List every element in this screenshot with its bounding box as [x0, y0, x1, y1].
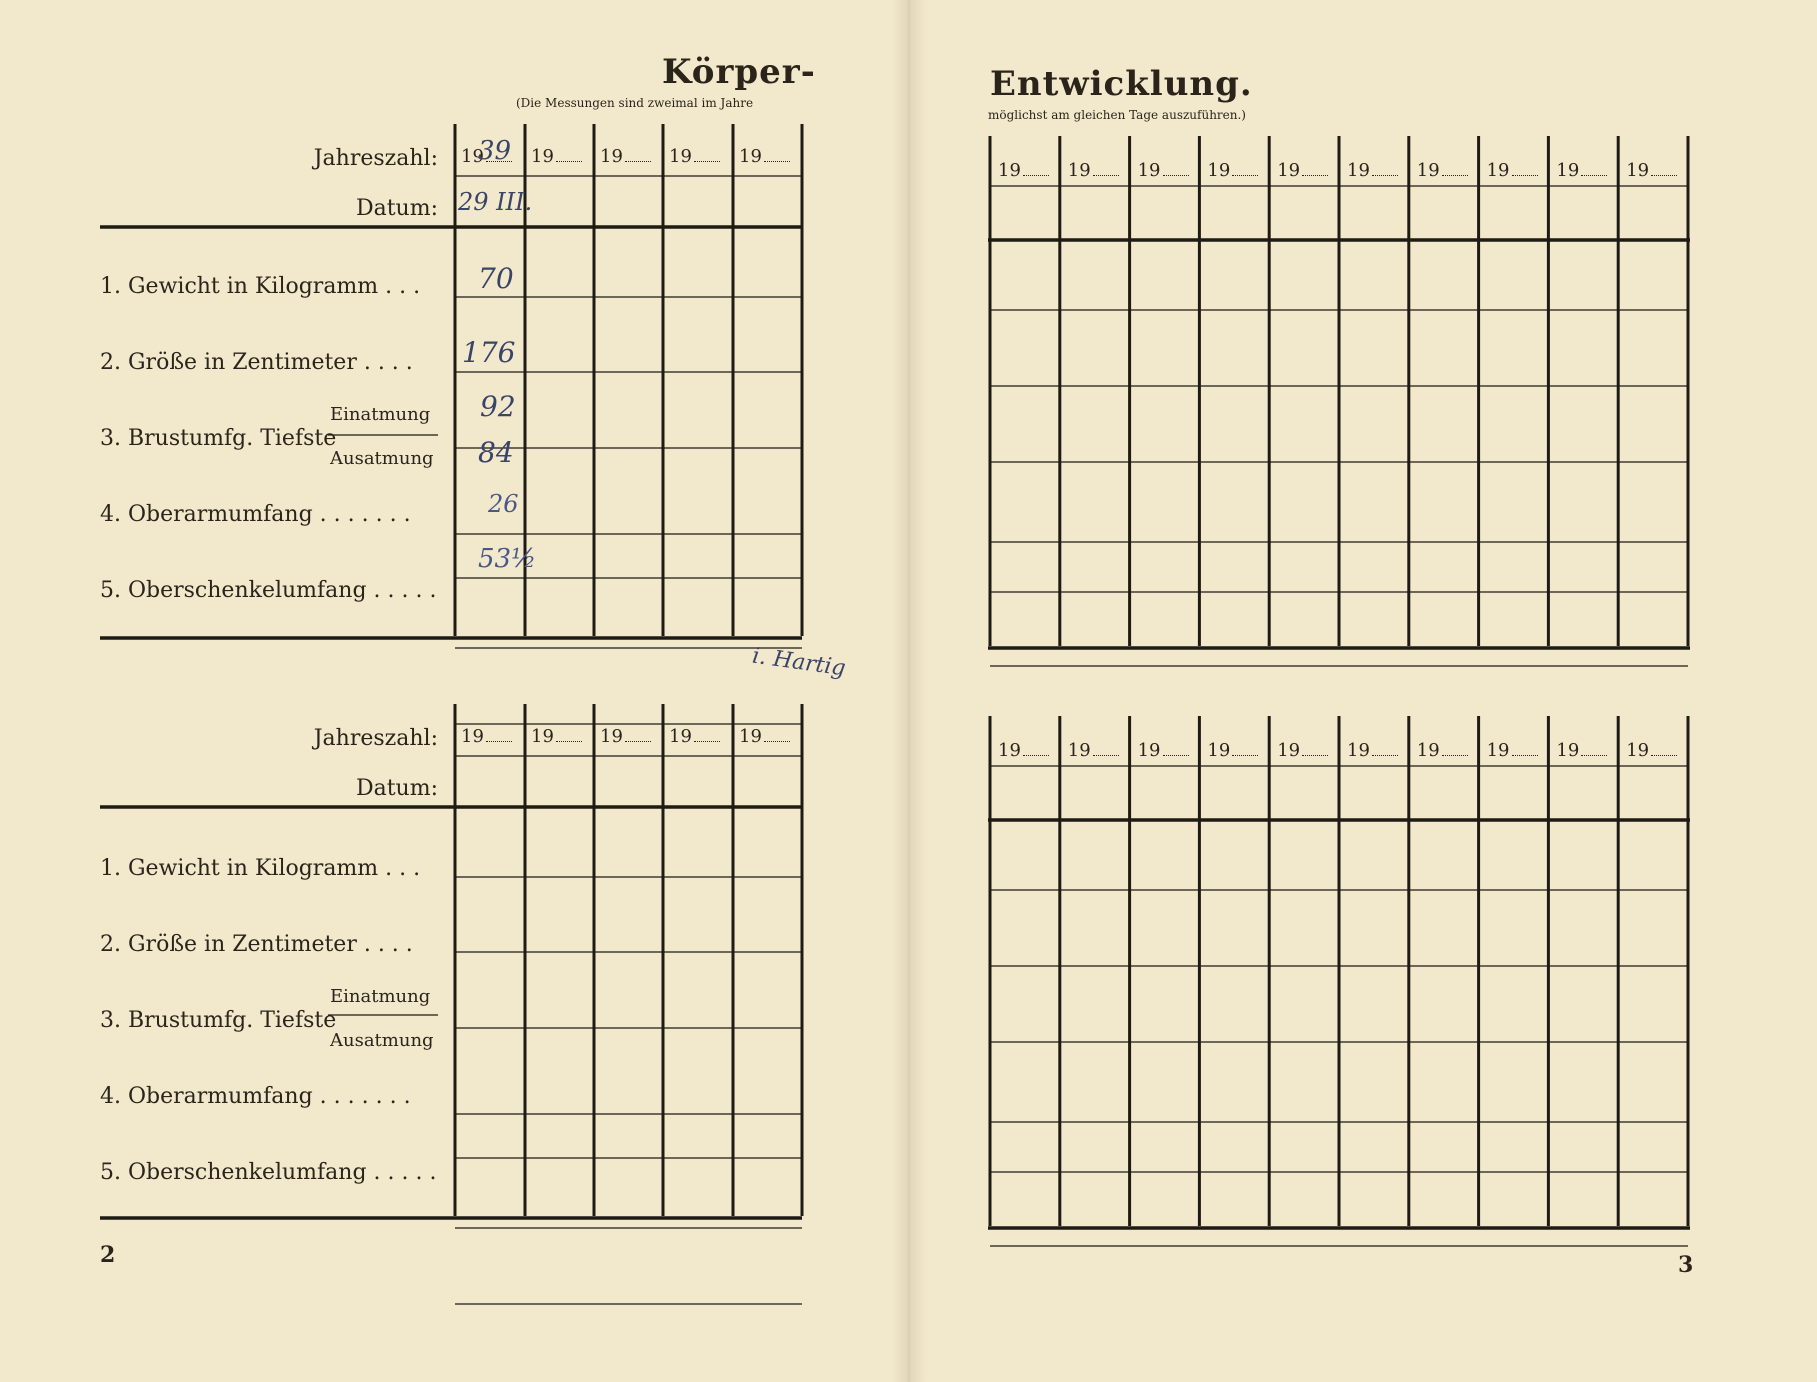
- year-fill-dots: [694, 741, 720, 742]
- year-fill-dots: [1581, 755, 1607, 756]
- year-fill-dots: [694, 161, 720, 162]
- year-prefix: 19: [739, 726, 762, 747]
- year-fill-dots: [1581, 175, 1607, 176]
- year-fill-dots: [1302, 755, 1328, 756]
- left-year-top-1: [531, 146, 582, 167]
- year-prefix: 19: [1207, 740, 1231, 761]
- row-label-brustumfang-bottom: 3. Brustumfg. Tiefste: [100, 1008, 337, 1033]
- year-prefix: 19: [998, 740, 1021, 761]
- year-fill-dots: [1512, 755, 1538, 756]
- title-left: Körper-: [662, 52, 816, 92]
- year-prefix: 19: [1067, 160, 1091, 181]
- year-prefix: 19: [1277, 740, 1301, 761]
- year-fill-dots: [1442, 175, 1468, 176]
- row-label-gewicht-top: 1. Gewicht in Kilogramm . . .: [100, 274, 421, 299]
- year-fill-dots: [625, 161, 651, 162]
- jahreszahl-label-top: Jahreszahl:: [313, 146, 438, 171]
- year-fill-dots: [625, 741, 651, 742]
- year-fill-dots: [1163, 755, 1189, 756]
- year-fill-dots: [1372, 755, 1398, 756]
- title-right: Entwicklung.: [990, 64, 1253, 104]
- right-year-bottom-9: [1626, 740, 1677, 761]
- year-prefix: 19: [1416, 740, 1440, 761]
- left-year-top-3: [669, 146, 720, 167]
- year-prefix: 19: [600, 146, 623, 167]
- subtitle-right: möglichst am gleichen Tage auszuführen.): [988, 108, 1246, 122]
- right-year-top-1: [1068, 160, 1119, 181]
- year-prefix: 19: [998, 160, 1021, 181]
- year-prefix: 19: [669, 146, 692, 167]
- right-year-top-3: [1207, 160, 1258, 181]
- year-prefix: 19: [1556, 160, 1580, 181]
- year-prefix: 19: [1556, 740, 1580, 761]
- year-fill-dots: [1372, 175, 1398, 176]
- right-year-top-7: [1487, 160, 1538, 181]
- left-year-bottom-1: [531, 726, 582, 747]
- left-year-bottom-3: [669, 726, 720, 747]
- left-year-bottom-4: [739, 726, 790, 747]
- row-label-oberarm-top: 4. Oberarmumfang . . . . . . .: [100, 502, 411, 527]
- right-year-top-2: [1138, 160, 1189, 181]
- einatmung-label-bottom: Einatmung: [330, 986, 431, 1007]
- right-year-top-5: [1347, 160, 1398, 181]
- year-fill-dots: [1023, 175, 1049, 176]
- year-prefix: 19: [1347, 160, 1370, 181]
- handwritten-height: 176: [462, 336, 516, 369]
- year-fill-dots: [764, 741, 790, 742]
- year-fill-dots: [1023, 755, 1049, 756]
- right-year-bottom-8: [1556, 740, 1607, 761]
- year-fill-dots: [1302, 175, 1328, 176]
- right-year-top-4: [1277, 160, 1328, 181]
- year-fill-dots: [556, 741, 582, 742]
- year-fill-dots: [1232, 175, 1258, 176]
- year-prefix: 19: [1486, 740, 1510, 761]
- right-year-bottom-7: [1487, 740, 1538, 761]
- year-fill-dots: [1651, 175, 1677, 176]
- right-year-bottom-0: [998, 740, 1049, 761]
- year-fill-dots: [1651, 755, 1677, 756]
- right-year-bottom-2: [1138, 740, 1189, 761]
- row-label-brustumfang-top: 3. Brustumfg. Tiefste: [100, 426, 337, 451]
- year-fill-dots: [1512, 175, 1538, 176]
- year-prefix: 19: [669, 726, 692, 747]
- row-label-oberarm-bottom: 4. Oberarmumfang . . . . . . .: [100, 1084, 411, 1109]
- year-fill-dots: [1232, 755, 1258, 756]
- row-label-groesse-top: 2. Größe in Zentimeter . . . .: [100, 350, 413, 375]
- year-fill-dots: [1163, 175, 1189, 176]
- left-year-bottom-2: [600, 726, 651, 747]
- right-year-bottom-4: [1277, 740, 1328, 761]
- year-prefix: 19: [531, 146, 554, 167]
- right-year-top-0: [998, 160, 1049, 181]
- handwritten-chest-in: 92: [480, 390, 516, 423]
- year-prefix: 19: [1137, 160, 1161, 181]
- year-fill-dots: [1442, 755, 1468, 756]
- year-prefix: 19: [1207, 160, 1231, 181]
- right-year-bottom-3: [1207, 740, 1258, 761]
- jahreszahl-label-bottom: Jahreszahl:: [313, 726, 438, 751]
- handwritten-weight: 70: [478, 262, 514, 295]
- year-prefix: 19: [1416, 160, 1440, 181]
- right-year-top-6: [1417, 160, 1468, 181]
- row-label-groesse-bottom: 2. Größe in Zentimeter . . . .: [100, 932, 413, 957]
- datum-label-bottom: Datum:: [355, 776, 438, 801]
- row-label-oberschenkel-top: 5. Oberschenkelumfang . . . . .: [100, 578, 437, 603]
- year-prefix: 19: [461, 726, 484, 747]
- year-prefix: 19: [739, 146, 762, 167]
- right-year-bottom-5: [1347, 740, 1398, 761]
- handwritten-arm: 26: [488, 490, 519, 518]
- right-year-top-9: [1626, 160, 1677, 181]
- handwritten-year: 39: [478, 136, 512, 166]
- year-fill-dots: [1093, 755, 1119, 756]
- ausatmung-label-top: Ausatmung: [330, 448, 434, 469]
- right-year-top-8: [1556, 160, 1607, 181]
- left-year-top-4: [739, 146, 790, 167]
- handwritten-signature: i. Hartig: [750, 643, 848, 682]
- right-year-bottom-1: [1068, 740, 1119, 761]
- left-year-top-2: [600, 146, 651, 167]
- year-prefix: 19: [531, 726, 554, 747]
- left-year-bottom-0: [461, 726, 512, 747]
- year-prefix: 19: [1277, 160, 1301, 181]
- year-prefix: 19: [461, 146, 484, 167]
- handwritten-date: 29 III.: [458, 188, 533, 216]
- page-number-left: 2: [100, 1242, 116, 1268]
- right-year-bottom-6: [1417, 740, 1468, 761]
- year-prefix: 19: [600, 726, 623, 747]
- year-fill-dots: [1093, 175, 1119, 176]
- row-label-oberschenkel-bottom: 5. Oberschenkelumfang . . . . .: [100, 1160, 437, 1185]
- datum-label-top: Datum:: [355, 196, 438, 221]
- handwritten-thigh: 53½: [478, 544, 537, 574]
- year-fill-dots: [556, 161, 582, 162]
- subtitle-left: (Die Messungen sind zweimal im Jahre: [516, 96, 754, 110]
- year-prefix: 19: [1626, 160, 1650, 181]
- einatmung-label-top: Einatmung: [330, 404, 431, 425]
- handwritten-chest-out: 84: [478, 436, 514, 469]
- page-number-right: 3: [1678, 1252, 1694, 1278]
- ausatmung-label-bottom: Ausatmung: [330, 1030, 434, 1051]
- row-label-gewicht-bottom: 1. Gewicht in Kilogramm . . .: [100, 856, 421, 881]
- year-prefix: 19: [1626, 740, 1650, 761]
- year-prefix: 19: [1067, 740, 1091, 761]
- year-fill-dots: [764, 161, 790, 162]
- year-fill-dots: [486, 741, 512, 742]
- year-prefix: 19: [1347, 740, 1370, 761]
- year-prefix: 19: [1486, 160, 1510, 181]
- year-prefix: 19: [1137, 740, 1161, 761]
